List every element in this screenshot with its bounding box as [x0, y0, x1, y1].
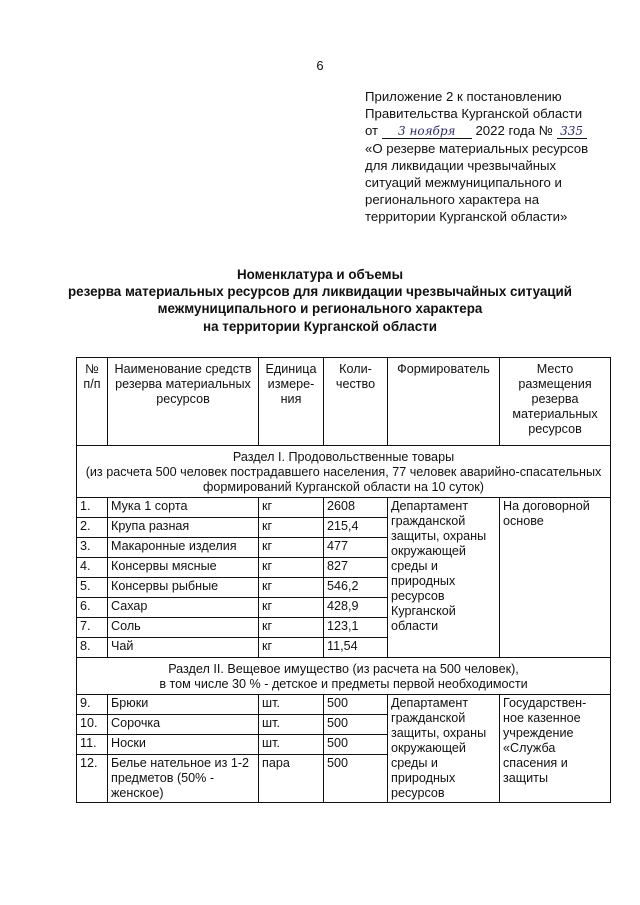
- appendix-block: [365, 88, 615, 226]
- cell-number: 3.: [77, 538, 108, 558]
- cell-name: Консервы рыбные: [108, 578, 259, 598]
- header-number: № п/п: [77, 358, 108, 446]
- cell-unit: кг: [259, 538, 324, 558]
- cell-number: 8.: [77, 638, 108, 658]
- header-quantity: Коли-чество: [324, 358, 388, 446]
- cell-quantity: 123,1: [324, 618, 388, 638]
- cell-unit: кг: [259, 558, 324, 578]
- cell-name: Чай: [108, 638, 259, 658]
- cell-quantity: 477: [324, 538, 388, 558]
- table-header-row: [77, 358, 611, 446]
- cell-name: Брюки: [108, 695, 259, 715]
- cell-unit: кг: [259, 638, 324, 658]
- title-line: Номенклатура и объемы: [236, 267, 404, 282]
- cell-name: Консервы мясные: [108, 558, 259, 578]
- section-1-title: Раздел I. Продовольственные товары: [232, 450, 455, 464]
- cell-former: Департамент гражданской защиты, охраны окружающей среды и природных ресурсов: [388, 695, 500, 803]
- cell-name: Белье нательное из 1-2 предметов (50% - женское): [108, 755, 259, 803]
- section-1-subtitle: (из расчета 500 человек пострадавшего населения, 77 человек аварийно-спасательных формирований Курганской области на 10 суток): [85, 465, 602, 494]
- handwritten-number: 335: [557, 125, 587, 139]
- cell-name: Макаронные изделия: [108, 538, 259, 558]
- title-line: резерва материальных ресурсов для ликвидации чрезвычайных ситуаций: [67, 284, 572, 300]
- cell-number: 11.: [77, 735, 108, 755]
- cell-number: 7.: [77, 618, 108, 638]
- cell-quantity: 546,2: [324, 578, 388, 598]
- header-name: Наименование средств резерва материальных ресурсов: [108, 358, 259, 446]
- cell-quantity: 11,54: [324, 638, 388, 658]
- cell-number: 9.: [77, 695, 108, 715]
- cell-quantity: 500: [324, 695, 388, 715]
- cell-quantity: 827: [324, 558, 388, 578]
- appendix-line: для ликвидации чрезвычайных: [365, 157, 557, 173]
- title-line: межмуниципального и регионального характера: [157, 301, 483, 317]
- cell-unit: кг: [259, 578, 324, 598]
- cell-number: 2.: [77, 518, 108, 538]
- page-number: 6: [316, 58, 324, 73]
- header-unit: Единица измере-ния: [259, 358, 324, 446]
- cell-number: 5.: [77, 578, 108, 598]
- appendix-line: Правительства Курганской области: [365, 106, 583, 122]
- cell-unit: шт.: [259, 715, 324, 735]
- resources-table: [76, 357, 611, 803]
- cell-quantity: 500: [324, 715, 388, 735]
- header-former: Формирователь: [388, 358, 500, 446]
- document-title: [0, 266, 640, 335]
- cell-unit: кг: [259, 498, 324, 518]
- appendix-date-line: [365, 122, 615, 139]
- cell-location: Государствен-ное казенное учреждение «Служба спасения и защиты: [500, 695, 611, 803]
- cell-unit: пара: [259, 755, 324, 803]
- cell-name: Соль: [108, 618, 259, 638]
- handwritten-date: 3 ноября: [382, 125, 472, 139]
- section-2-subtitle: в том числе 30 % - детское и предметы первой необходимости: [159, 677, 528, 691]
- section-header-row: [77, 446, 611, 498]
- cell-former: Департамент гражданской защиты, охраны окружающей среды и природных ресурсов Курганской области: [388, 498, 500, 658]
- cell-quantity: 215,4: [324, 518, 388, 538]
- appendix-line: территории Курганской области»: [365, 209, 568, 225]
- header-location: Место размещения резерва материальных ресурсов: [500, 358, 611, 446]
- cell-name: Мука 1 сорта: [108, 498, 259, 518]
- table-row: [77, 695, 611, 715]
- cell-unit: кг: [259, 518, 324, 538]
- cell-location: На договорной основе: [500, 498, 611, 658]
- cell-number: 10.: [77, 715, 108, 735]
- year-label: 2022 года №: [475, 123, 553, 139]
- cell-name: Крупа разная: [108, 518, 259, 538]
- cell-unit: шт.: [259, 695, 324, 715]
- section-1-header: [77, 446, 611, 498]
- cell-unit: шт.: [259, 735, 324, 755]
- cell-unit: кг: [259, 598, 324, 618]
- cell-number: 1.: [77, 498, 108, 518]
- cell-unit: кг: [259, 618, 324, 638]
- appendix-line: регионального характера на: [365, 192, 540, 208]
- cell-quantity: 500: [324, 735, 388, 755]
- cell-name: Сорочка: [108, 715, 259, 735]
- cell-name: Сахар: [108, 598, 259, 618]
- date-prefix: от: [365, 123, 379, 139]
- cell-quantity: 2608: [324, 498, 388, 518]
- appendix-line: Приложение 2 к постановлению: [365, 89, 562, 104]
- section-2-header: [77, 658, 611, 695]
- appendix-line: ситуаций межмуниципального и: [365, 175, 562, 191]
- cell-number: 12.: [77, 755, 108, 803]
- cell-quantity: 500: [324, 755, 388, 803]
- appendix-line: «О резерве материальных ресурсов: [365, 140, 589, 156]
- cell-name: Носки: [108, 735, 259, 755]
- section-2-title: Раздел II. Вещевое имущество (из расчета на 500 человек),: [168, 662, 519, 676]
- cell-number: 4.: [77, 558, 108, 578]
- title-line: на территории Курганской области: [203, 318, 437, 334]
- table-row: [77, 498, 611, 518]
- cell-quantity: 428,9: [324, 598, 388, 618]
- cell-number: 6.: [77, 598, 108, 618]
- section-header-row: [77, 658, 611, 695]
